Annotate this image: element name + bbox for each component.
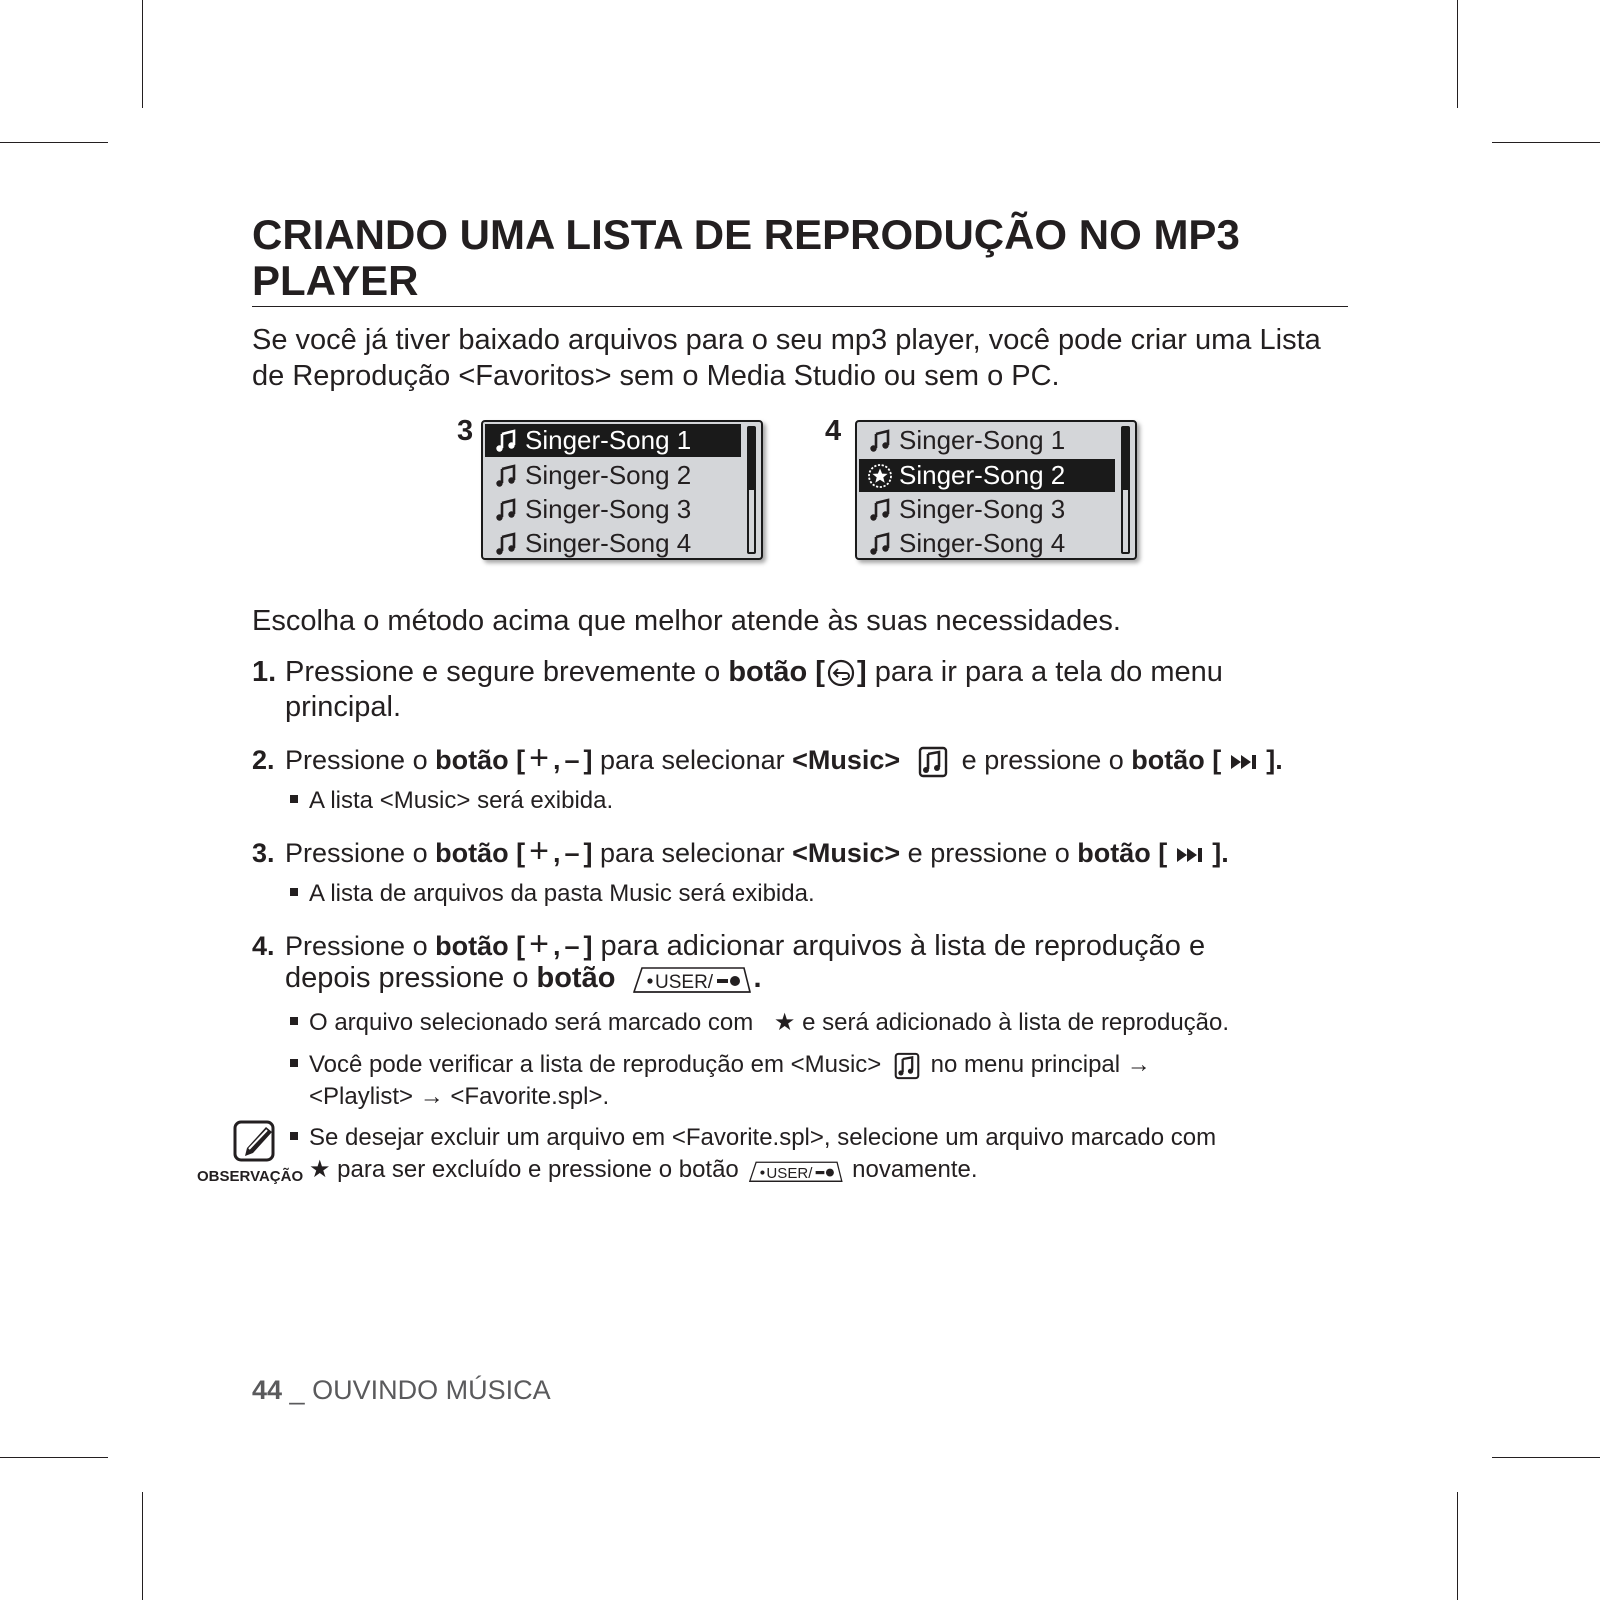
minus-symbol: – <box>564 745 580 775</box>
step-text: para selecionar <box>592 838 793 868</box>
step-text: depois pressione o <box>285 962 537 994</box>
step-bold: . <box>753 962 762 994</box>
bullet <box>290 1059 298 1067</box>
step-text: para selecionar <box>592 745 793 775</box>
step-number: 3. <box>252 838 275 868</box>
song-row <box>485 424 741 457</box>
song-row <box>859 459 1115 492</box>
note-label: OBSERVAÇÃO <box>197 1168 304 1185</box>
song-row <box>485 527 741 560</box>
note-line2 <box>309 1154 978 1185</box>
minus-symbol: – <box>564 838 580 868</box>
note-text: para ser excluído e pressione o botão <box>330 1156 746 1183</box>
step-number: 1. <box>252 656 277 688</box>
note-text: Se desejar excluir um arquivo em <Favorite.spl>, selecione um arquivo marcado com <box>309 1124 1217 1151</box>
step-bold: <Music> <box>792 745 901 775</box>
plus-symbol: + <box>529 832 549 870</box>
page-footer <box>252 1374 551 1406</box>
step-bold: ] <box>583 838 593 868</box>
music-note-icon <box>493 428 519 454</box>
user-button-icon <box>745 1157 845 1185</box>
crop-mark <box>0 142 108 143</box>
step-bold: botão <box>536 962 616 994</box>
plus-symbol: + <box>529 925 549 963</box>
step-text: Pressione o <box>285 838 436 868</box>
crop-mark <box>1492 142 1600 143</box>
player-screen <box>481 420 763 560</box>
song-row <box>859 424 1115 457</box>
step-text: e pressione o <box>954 745 1132 775</box>
song-label: Singer-Song 1 <box>899 425 1066 455</box>
crop-mark <box>142 0 143 108</box>
step-bold: botão [ <box>435 838 526 868</box>
step-number: 4. <box>252 931 275 961</box>
sub-text: no menu principal → <box>923 1051 1151 1078</box>
step-bold: , <box>552 745 561 775</box>
step-bold: botão [ <box>728 656 825 688</box>
song-label: Singer-Song 1 <box>525 425 692 455</box>
title-rule <box>252 306 1348 307</box>
crop-mark <box>0 1457 108 1458</box>
step-2 <box>252 741 1283 778</box>
music-note-icon <box>867 531 893 557</box>
note-pencil-icon <box>233 1118 277 1162</box>
scrollbar <box>747 426 756 554</box>
step-bold: ]. <box>1204 838 1229 868</box>
step-3 <box>252 834 1229 870</box>
user-button-label: USER/ <box>654 972 713 994</box>
scrollbar-thumb <box>749 428 754 490</box>
music-menu-icon <box>894 1052 920 1080</box>
next-button-icon <box>1229 752 1259 772</box>
step-4-sub2-line2: <Playlist> → <Favorite.spl>. <box>309 1083 610 1110</box>
crop-mark <box>1457 1492 1458 1600</box>
scrollbar <box>1121 426 1130 554</box>
song-row <box>485 459 741 492</box>
song-row <box>859 493 1115 526</box>
sub-text: A lista de arquivos da pasta Music será exibida. <box>309 880 815 907</box>
step-bold: , <box>552 838 561 868</box>
step-bold: ] <box>583 931 593 961</box>
crop-mark <box>1457 0 1458 108</box>
song-label: Singer-Song 3 <box>899 494 1066 524</box>
music-note-icon <box>867 497 893 523</box>
step-4-sub1 <box>290 1007 1229 1038</box>
screen-number: 3 <box>457 415 474 447</box>
step-bold: botão [ <box>1131 745 1229 775</box>
intro-paragraph: Se você já tiver baixado arquivos para o seu mp3 player, você pode criar uma Lista de Reprodução <Favoritos> sem o Media Studio ou sem o PC. <box>252 324 1321 392</box>
next-button-icon <box>1175 845 1205 865</box>
step-bold: ] <box>856 656 867 688</box>
step-bold: , <box>552 931 561 961</box>
sub-text: e será adicionado à lista de reprodução. <box>795 1009 1230 1036</box>
step-text: para ir para a tela do menu <box>866 656 1223 688</box>
song-row <box>859 527 1115 560</box>
page-number: 44 <box>252 1375 283 1405</box>
step-2-sub <box>290 785 613 816</box>
player-screen <box>855 420 1137 560</box>
sub-text: Você pode verificar a lista de reprodução em <Music> <box>309 1051 888 1078</box>
song-label: Singer-Song 2 <box>899 460 1066 490</box>
song-label: Singer-Song 3 <box>525 494 692 524</box>
favorite-star-icon <box>867 463 893 489</box>
star-icon: ★ <box>309 1156 331 1183</box>
music-menu-icon <box>918 746 948 778</box>
step-4-line2 <box>285 961 762 996</box>
step-bold: <Music> <box>792 838 901 868</box>
bullet <box>290 888 298 896</box>
step-bold: botão [ <box>435 931 526 961</box>
song-row <box>485 493 741 526</box>
song-label: Singer-Song 2 <box>525 460 692 490</box>
bullet <box>290 1132 298 1140</box>
sub-text: A lista <Music> será exibida. <box>309 787 614 814</box>
step-1-line2: principal. <box>285 691 402 723</box>
step-bold: ] <box>583 745 593 775</box>
step-bold: botão [ <box>1077 838 1175 868</box>
crop-mark <box>142 1492 143 1600</box>
bullet <box>290 795 298 803</box>
music-note-icon <box>493 497 519 523</box>
user-button-icon <box>628 962 754 996</box>
song-label: Singer-Song 4 <box>525 528 692 558</box>
screen-number: 4 <box>825 415 842 447</box>
step-4-sub2 <box>290 1049 1151 1080</box>
step-3-sub <box>290 878 815 909</box>
step-bold: ]. <box>1258 745 1283 775</box>
scrollbar-thumb <box>1123 428 1128 490</box>
step-text: Pressione e segure brevemente o <box>285 656 729 688</box>
note-line1 <box>290 1122 1216 1153</box>
note-text: novamente. <box>845 1156 978 1183</box>
step-number: 2. <box>252 745 275 775</box>
music-note-icon <box>493 531 519 557</box>
step-bold: botão [ <box>435 745 526 775</box>
section-name: _ OUVINDO MÚSICA <box>282 1375 551 1405</box>
step-text: Pressione o <box>285 745 436 775</box>
sub-text: O arquivo selecionado será marcado com <box>309 1009 760 1036</box>
crop-mark <box>1492 1457 1600 1458</box>
minus-symbol: – <box>564 931 580 961</box>
back-button-icon <box>825 658 857 688</box>
choose-text: Escolha o método acima que melhor atende às suas necessidades. <box>252 605 1121 637</box>
star-icon: ★ <box>773 1009 796 1036</box>
step-text: Pressione o <box>285 931 436 961</box>
step-text: e pressione o <box>900 838 1078 868</box>
music-note-icon <box>493 463 519 489</box>
plus-symbol: + <box>529 739 549 777</box>
page-title: CRIANDO UMA LISTA DE REPRODUÇÃO NO MP3 PLAYER <box>252 211 1240 304</box>
user-button-label: USER/ <box>766 1164 813 1182</box>
music-note-icon <box>867 428 893 454</box>
step-4 <box>252 927 1205 963</box>
step-1 <box>252 655 1223 690</box>
song-label: Singer-Song 4 <box>899 528 1066 558</box>
step-text: para adicionar arquivos à lista de reprodução e <box>592 930 1206 962</box>
bullet <box>290 1017 298 1025</box>
